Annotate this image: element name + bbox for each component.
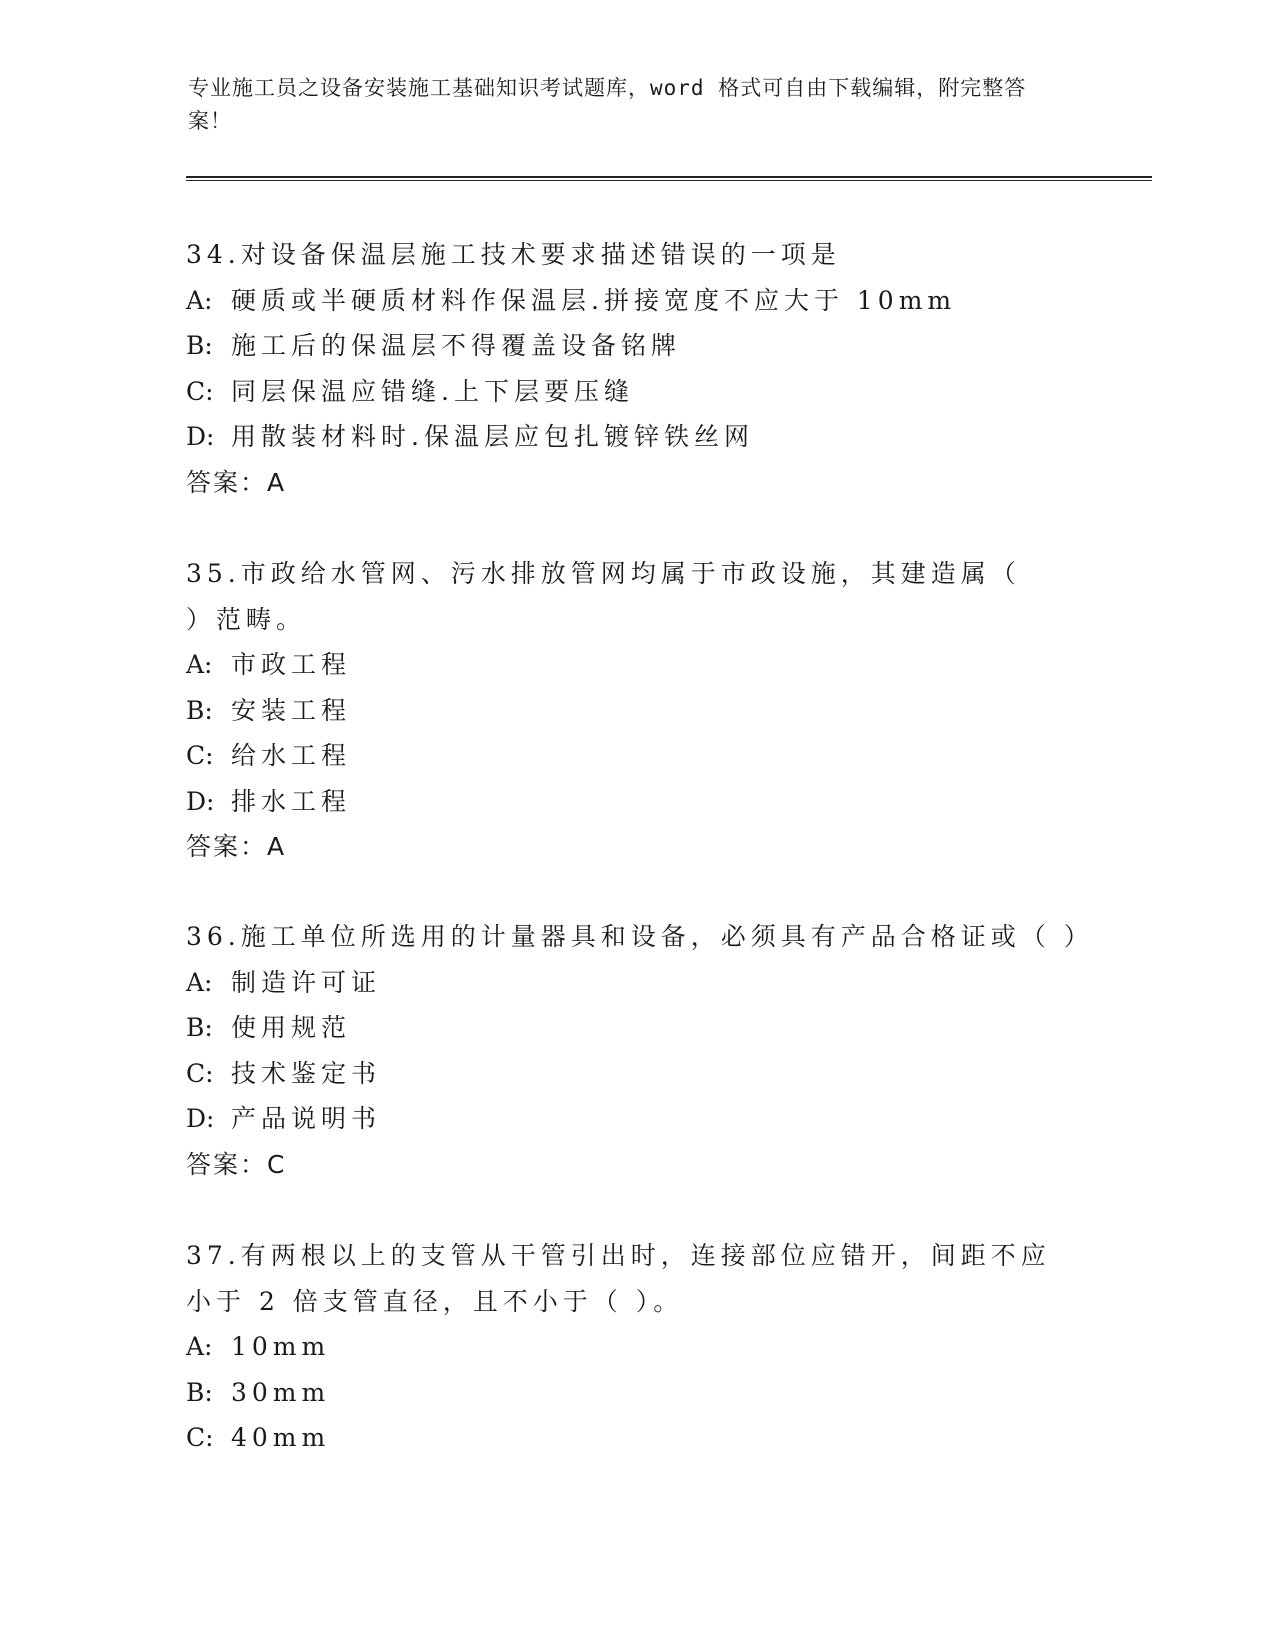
- option-d: [186, 1096, 1086, 1142]
- option-letter: D:: [186, 422, 215, 451]
- option-letter: B:: [186, 1377, 213, 1407]
- option-text: 30mm: [231, 1377, 331, 1407]
- option-text: 用散装材料时.保温层应包扎镀锌铁丝网: [231, 422, 754, 451]
- option-text: 使用规范: [231, 1013, 352, 1042]
- option-letter: A:: [186, 650, 213, 679]
- question-stem: 34.对设备保温层施工技术要求描述错误的一项是: [186, 240, 841, 269]
- option-b: [186, 323, 1086, 369]
- option-letter: B:: [186, 695, 213, 725]
- option-text: 硬质或半硬质材料作保温层.拼接宽度不应大于 10mm: [231, 285, 957, 315]
- header-divider: [186, 176, 1152, 181]
- option-text: 施工后的保温层不得覆盖设备铭牌: [231, 331, 682, 360]
- question-36: [186, 914, 1094, 1187]
- answer: 答案：A: [186, 467, 287, 497]
- option-b: [186, 688, 1086, 734]
- option-text: 制造许可证: [231, 967, 382, 997]
- question-stem: 36.施工单位所选用的计量器具和设备，必须具有产品合格证或（ ）: [186, 922, 1094, 951]
- option-b: [186, 1370, 1086, 1416]
- option-text: 10mm: [231, 1332, 331, 1361]
- option-letter: A:: [186, 1332, 213, 1361]
- option-text: 40mm: [231, 1423, 331, 1452]
- option-letter: C:: [186, 376, 214, 406]
- option-letter: A:: [186, 967, 213, 997]
- option-c: [186, 1415, 1086, 1461]
- option-b: [186, 1005, 1086, 1051]
- option-text: 同层保温应错缝.上下层要压缝: [231, 376, 634, 406]
- document-header: 专业施工员之设备安装施工基础知识考试题库，word 格式可自由下载编辑，附完整答案！: [188, 76, 1027, 133]
- option-c: [186, 369, 1086, 415]
- option-text: 技术鉴定书: [231, 1058, 382, 1088]
- option-text: 产品说明书: [231, 1104, 382, 1133]
- option-letter: D:: [186, 786, 215, 816]
- option-letter: D:: [186, 1104, 215, 1133]
- question-stem: 37.有两根以上的支管从干管引出时，连接部位应错开，间距不应小于 2 倍支管直径，且不小于（ ）。: [186, 1241, 1051, 1316]
- option-d: [186, 779, 1086, 825]
- option-a: [186, 278, 1086, 324]
- question-stem: 35.市政给水管网、污水排放管网均属于市政设施，其建造属（ ）范畴。: [186, 559, 1021, 634]
- option-c: [186, 733, 1086, 779]
- option-c: [186, 1051, 1086, 1097]
- option-a: [186, 642, 1086, 688]
- option-letter: C:: [186, 741, 214, 770]
- option-d: [186, 414, 1086, 460]
- answer: 答案：C: [186, 1149, 287, 1179]
- question-37: [186, 1233, 1086, 1461]
- option-letter: C:: [186, 1423, 214, 1452]
- option-letter: B:: [186, 331, 213, 360]
- option-a: [186, 960, 1086, 1006]
- answer: 答案：A: [186, 832, 287, 861]
- option-a: [186, 1324, 1086, 1370]
- option-letter: C:: [186, 1058, 214, 1088]
- option-text: 市政工程: [231, 650, 352, 679]
- option-letter: B:: [186, 1013, 213, 1042]
- question-34: [186, 232, 1086, 505]
- option-text: 给水工程: [231, 741, 352, 770]
- option-text: 安装工程: [231, 695, 352, 725]
- option-letter: A:: [186, 285, 213, 315]
- question-35: [186, 551, 1086, 870]
- option-text: 排水工程: [231, 786, 352, 816]
